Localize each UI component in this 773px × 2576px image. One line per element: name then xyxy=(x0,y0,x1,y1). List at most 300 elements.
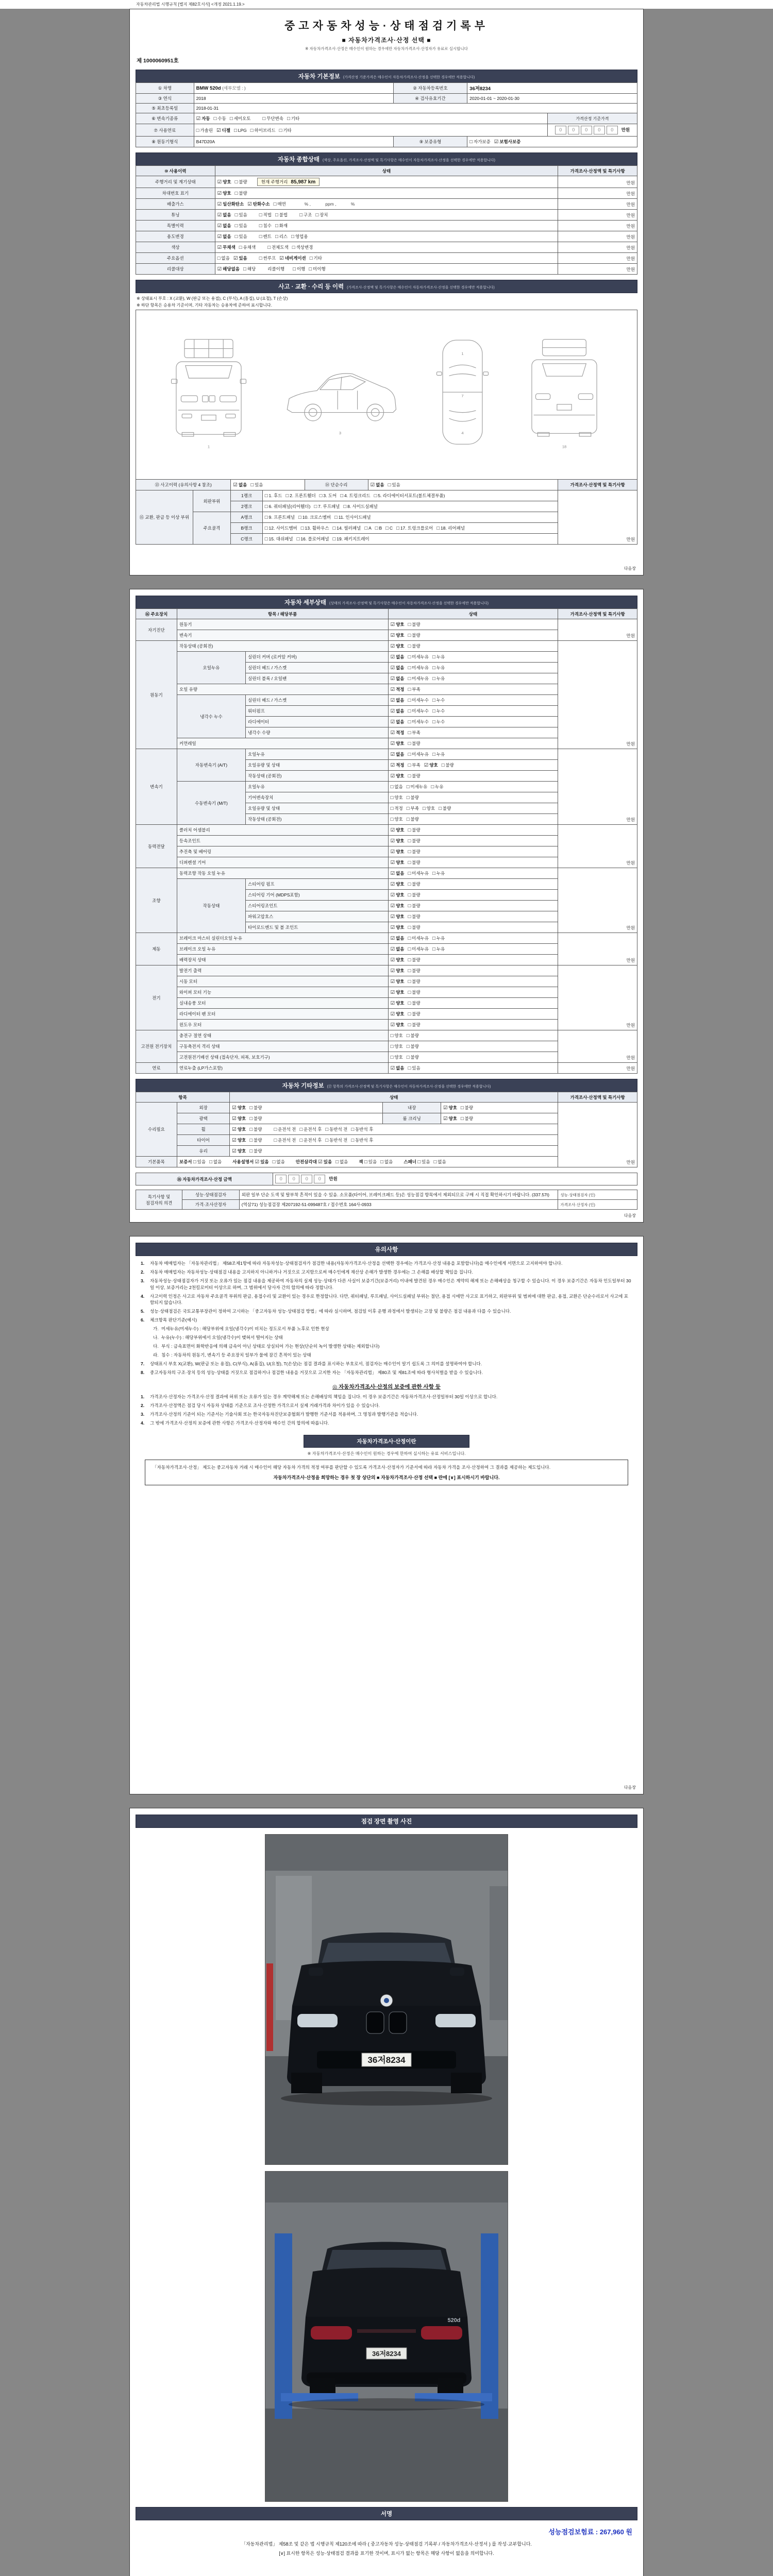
position-options xyxy=(274,1127,377,1132)
svg-text:18: 18 xyxy=(562,444,567,449)
item-label: 연료누출 (LP가스포함) xyxy=(177,1063,388,1074)
notice-item xyxy=(153,1343,632,1350)
checkbox-unchecked: □ 있음 xyxy=(250,482,263,488)
price-digit-box: 0 xyxy=(275,1175,287,1183)
odometer-box xyxy=(257,178,320,186)
etc-state-cell xyxy=(230,1113,383,1124)
checkbox-glyph: □ xyxy=(275,212,278,218)
odometer-label: 현재 주행거리 xyxy=(261,179,288,184)
notice-item xyxy=(141,1278,632,1291)
item-label: 기어변속장치 xyxy=(246,792,389,803)
checkbox-glyph: □ xyxy=(264,536,268,542)
warranty-text: 가격조사·산정자는 가격조사·산정 결과에 허위 또는 오류가 있는 경우 계약해제 또는 손해배상의 책임을 집니다. 이 경우 보증기간은 자동차가격조사·산정일부터 30일 이상으로 합니다. xyxy=(150,1394,498,1400)
checkbox-unchecked: □ 불량 xyxy=(408,622,421,628)
section-detail-condition xyxy=(136,596,637,609)
checkbox-checked: ☑ 양호 xyxy=(390,849,405,855)
price-cell: 만원 xyxy=(558,1063,637,1074)
checkbox-glyph: ☑ xyxy=(217,223,222,229)
checkbox-glyph: □ xyxy=(432,752,435,757)
overall-row xyxy=(136,176,637,188)
checkbox-glyph: ☑ xyxy=(318,1159,323,1165)
price-survey-info-note: ※ 자동차가격조사·산정은 매수인이 원하는 경우에 한하여 실시하는 유료 서비스입니다. xyxy=(307,1451,466,1456)
checkbox-glyph: □ xyxy=(390,817,394,822)
basic-item xyxy=(296,1159,352,1164)
checkbox-unchecked: □ 미세누유 xyxy=(408,946,429,952)
car-diagram-rear-view xyxy=(523,330,606,459)
item-label: 동력조향 작동 오일 누유 xyxy=(177,868,388,879)
checkbox-glyph: □ xyxy=(299,212,303,218)
checkbox-glyph: □ xyxy=(408,925,411,930)
checkbox-unchecked: □ 침수 xyxy=(259,223,272,229)
checkbox-checked: ☑ 없음 xyxy=(370,482,384,488)
checkbox-checked: ☑ 없음 xyxy=(390,654,405,660)
checkbox-glyph: □ xyxy=(234,191,238,196)
section-photos xyxy=(136,1815,637,1828)
checkbox-unchecked: □ 색상변경 xyxy=(292,245,313,250)
checkbox-glyph: □ xyxy=(460,1116,464,1122)
checkbox-glyph: □ xyxy=(408,990,411,995)
checkbox-glyph: □ xyxy=(259,223,262,229)
checkbox-glyph: □ xyxy=(217,256,221,261)
etc-header-price: 가격조사·산정액 및 특기사항 xyxy=(558,1092,637,1103)
state-cell xyxy=(388,792,558,803)
usage-item-label: 색상 xyxy=(136,242,215,253)
checkbox-unchecked: □ 해당 xyxy=(243,266,256,272)
checkbox-checked: ☑ 적정 xyxy=(390,730,405,736)
taillight-right xyxy=(421,2326,462,2340)
etc-row xyxy=(136,1103,637,1113)
state-cell xyxy=(388,727,558,738)
checkbox-unchecked: □ 불량 xyxy=(408,925,421,930)
checkbox-glyph: ☑ xyxy=(390,622,395,628)
state-cell xyxy=(388,803,558,814)
item-label: 구동축전지 격리 상태 xyxy=(177,1041,388,1052)
accident-price-header: 가격조사·산정액 및 특기사항 xyxy=(558,480,637,490)
checkbox-glyph: □ xyxy=(432,708,435,714)
item-label: 오일누유 xyxy=(246,749,389,760)
inspector-opinion-text: 외판 일부 단순 도색 및 탈부착 흔적이 있을 수 있음. 소모품(타이어, 브레이크패드 등)은 성능점검 항목에서 제외되므로 구매 시 직접 확인하시기 바랍니다. (337.57t) xyxy=(239,1190,558,1200)
basic-item-label: 안전삼각대 xyxy=(295,1159,318,1164)
checkbox-unchecked: □ 6. 쿼터패널(리어휀더) xyxy=(264,504,311,510)
checkbox-glyph: □ xyxy=(267,245,271,250)
model-badge: 520d xyxy=(447,2317,461,2324)
warranty-number: 4. xyxy=(141,1420,145,1426)
checkbox-glyph: ☑ xyxy=(390,698,395,703)
checkbox-unchecked: □ 매연 xyxy=(273,201,286,207)
price-cell: 만원 xyxy=(558,641,637,749)
rank-items xyxy=(262,534,558,545)
checkbox-glyph: □ xyxy=(433,1159,437,1165)
checkbox-checked: ☑ 디젤 xyxy=(216,127,231,133)
checkbox-unchecked: □ 적정 xyxy=(390,806,403,811)
checkbox-glyph: □ xyxy=(408,708,411,714)
checkbox-glyph: □ xyxy=(432,665,435,671)
checkbox-glyph: □ xyxy=(408,914,411,920)
checkbox-checked: ☑ 양호 xyxy=(390,838,405,844)
notice-item xyxy=(141,1361,632,1367)
state-cell xyxy=(388,987,558,998)
etc-state-cell xyxy=(230,1146,558,1157)
checkbox-glyph: ☑ xyxy=(390,676,395,682)
price-digit-box: 0 xyxy=(607,126,618,134)
checkbox-checked: ☑ 없음 xyxy=(390,752,405,757)
checkbox-checked: ☑ 양호 xyxy=(390,925,405,930)
checkbox-glyph: □ xyxy=(275,223,278,229)
usage-state-cell xyxy=(215,221,558,231)
checkbox-glyph: □ xyxy=(408,773,411,779)
checkbox-unchecked: □ 16. 플로어패널 xyxy=(296,536,329,542)
checkbox-unchecked: □ 누수 xyxy=(432,698,445,703)
checkbox-glyph: □ xyxy=(335,1159,339,1165)
price-cell: 만원 xyxy=(558,1030,637,1063)
checkbox-unchecked: □ 불량 xyxy=(408,979,421,985)
state-cell xyxy=(388,890,558,901)
checkbox-glyph: ☑ xyxy=(217,201,222,207)
notice-item xyxy=(141,1269,632,1276)
checkbox-unchecked: □ 미세누수 xyxy=(408,719,429,725)
notice-text: 자동차성능·상태점검자가 거짓 또는 오류가 있는 점검 내용을 제공하여 자동차의 실제 성능·상태가 다른 사실이 보증기간(보증거리) 이내에 발견된 경우 매수인은 계약의 해제 또는 손해배상을 청구할 수 있습니다. 이 경우 보증기간은 자동차 인도일부터 30일 이상, 보증거리는 2천킬로미터 이상으로 하며, 그 범위에서 당사자 간의 합의에 따라 정합니다. xyxy=(150,1278,631,1290)
state-cell xyxy=(388,630,558,641)
document-title: 중고자동차성능·상태점검기록부 xyxy=(284,20,489,32)
checkbox-unchecked: □ 가솔린 xyxy=(196,127,213,133)
usage-state-cell xyxy=(215,264,558,275)
checkbox-unchecked: □ 양호 xyxy=(422,806,435,811)
price-cell: 만원 xyxy=(558,176,637,188)
checkbox-unchecked: □ 미세누유 xyxy=(408,871,429,876)
state-cell xyxy=(388,922,558,933)
checkbox-glyph: □ xyxy=(408,1001,411,1006)
checkbox-glyph: ☑ xyxy=(217,191,222,196)
accident-summary-table xyxy=(136,479,637,490)
warranty-text: 가격조사·산정액은 점검 당시 자동차 상태를 기준으로 조사·산정한 가격으로서 실제 거래가격과 차이가 있을 수 있습니다. xyxy=(150,1403,380,1409)
checkbox-unchecked: □ 14. 필러패널 xyxy=(332,526,361,531)
device-group-label: 연료 xyxy=(136,1063,177,1074)
item-label: 실린더 헤드 / 가스켓 xyxy=(246,695,389,706)
checkbox-glyph: ☑ xyxy=(494,139,499,145)
final-price-label: ⑱ 자동차가격조사·산정 금액 xyxy=(136,1173,273,1185)
checkbox-glyph: □ xyxy=(408,687,411,692)
usage-item-label: 주요옵션 xyxy=(136,253,215,264)
checkbox-glyph: ☑ xyxy=(216,127,221,133)
checkbox-glyph: □ xyxy=(264,515,268,520)
checkbox-glyph: □ xyxy=(250,127,254,133)
checkbox-glyph: □ xyxy=(408,936,411,941)
checkbox-unchecked: □ 2. 프론트휀더 xyxy=(285,493,316,499)
section-accident-note: (가격조사·산정액 및 특기사항은 매수인이 자동차가격조사·산정을 선택한 경우에만 적용합니다) xyxy=(347,286,495,290)
checkbox-glyph: □ xyxy=(262,116,266,122)
rank-name: A랭크 xyxy=(231,512,262,523)
device-group-label: 고전원 전기장치 xyxy=(136,1030,177,1063)
usage-state-cell xyxy=(215,253,558,264)
checkbox-glyph: □ xyxy=(422,806,426,811)
car-diagram-side-view xyxy=(278,330,402,459)
checkbox-glyph: ☑ xyxy=(390,719,395,725)
checkbox-unchecked: □ 부족 xyxy=(408,687,421,692)
checkbox-unchecked: □ 누유 xyxy=(432,654,445,660)
checkbox-checked: ☑ 없음 xyxy=(390,708,405,714)
state-cell xyxy=(388,944,558,955)
taillight-left xyxy=(311,2326,352,2340)
rank-items xyxy=(262,501,558,512)
rank-name: C랭크 xyxy=(231,534,262,545)
checkbox-unchecked: □ 하이브리드 xyxy=(250,127,276,133)
checkbox-unchecked: □ 장치 xyxy=(315,212,328,218)
checkbox-checked: ☑ 양호 xyxy=(232,1138,246,1143)
item-label: 커먼레일 xyxy=(177,738,388,749)
checkbox-checked: ☑ 양호 xyxy=(390,882,405,887)
warranty-item xyxy=(141,1394,632,1400)
checkbox-checked: ☑ 없음 xyxy=(390,871,405,876)
state-cell xyxy=(388,1009,558,1020)
checkbox-glyph: □ xyxy=(296,536,300,542)
usage-state-cell xyxy=(215,242,558,253)
price-unit: 만원 xyxy=(329,1176,338,1181)
price-digit-box: 0 xyxy=(555,126,566,134)
checkbox-checked: ☑ 없음 xyxy=(217,234,231,240)
section-notices xyxy=(136,1243,637,1256)
checkbox-glyph: □ xyxy=(408,741,411,747)
checkbox-glyph: ☑ xyxy=(255,1159,260,1165)
document-number: 제 1000060951호 xyxy=(137,58,179,64)
etc-header-item: 항목 xyxy=(136,1092,230,1103)
price-cell: 만원 xyxy=(558,221,637,231)
checkbox-checked: ☑ 탄화수소 xyxy=(247,201,270,207)
first-registration-value: 2018-01-31 xyxy=(194,104,637,113)
checkbox-glyph: ☑ xyxy=(390,773,395,779)
page-3 xyxy=(129,1236,644,1794)
checkbox-glyph: □ xyxy=(272,1159,276,1165)
simple-repair-label: ⑭ 단순수리 xyxy=(305,480,368,490)
section-signature xyxy=(136,2507,637,2520)
next-page-label: 다음장 xyxy=(624,1785,636,1790)
checkbox-unchecked: □ 불법 xyxy=(275,212,288,218)
checkbox-unchecked: □ C xyxy=(385,526,393,531)
warranty-text: 그 밖에 가격조사·산정의 보증에 관한 사항은 가격조사·산정자와 매수인 간의 합의에 따릅니다. xyxy=(150,1420,329,1426)
sub-group-label: 수동변속기 (M/T) xyxy=(177,782,245,825)
state-subgroup xyxy=(259,212,291,217)
checkbox-unchecked: □ 불량 xyxy=(234,191,247,196)
checkbox-glyph: □ xyxy=(249,1148,253,1154)
checkbox-glyph: □ xyxy=(390,1055,394,1060)
checkbox-checked: ☑ 적정 xyxy=(390,762,405,768)
usage-item-label: 리콜대상 xyxy=(136,264,215,275)
checkbox-checked: ☑ 양호 xyxy=(390,990,405,995)
checkbox-unchecked: □ 1. 후드 xyxy=(264,493,282,499)
checkbox-glyph: ☑ xyxy=(370,482,375,488)
page-4 xyxy=(129,1808,644,2576)
checkbox-unchecked: □ 불량 xyxy=(439,806,451,811)
section-accident-title: 사고 · 교환 · 수리 등 이력 xyxy=(278,284,344,290)
checkbox-unchecked: □ 불량 xyxy=(408,1022,421,1028)
checkbox-glyph: □ xyxy=(439,806,442,811)
checkbox-glyph: □ xyxy=(299,1127,303,1132)
checkbox-glyph: □ xyxy=(264,526,268,531)
price-cell: 만원 xyxy=(558,749,637,825)
state-cell xyxy=(388,1052,558,1063)
checkbox-unchecked: □ 양호 xyxy=(390,795,403,801)
checkbox-checked: ☑ 양호 xyxy=(390,773,405,779)
checkbox-unchecked: □ 적법 xyxy=(259,212,272,218)
plate-value xyxy=(467,83,637,94)
checkbox-unchecked: □ 구조 xyxy=(299,212,312,218)
notice-number: 라. xyxy=(153,1352,159,1358)
state-cell xyxy=(388,836,558,846)
warranty-type-options xyxy=(467,137,637,147)
warranty-text: 가격조사·산정의 기준이 되는 기준서는 기술사회 또는 한국자동차진단보증협회가 발행한 기준서를 적용하며, 그 명칭과 발행기관을 적습니다. xyxy=(150,1412,418,1417)
checkbox-unchecked: □ 있음 xyxy=(408,1065,421,1071)
car-name: BMW 520d xyxy=(196,86,221,91)
checkbox-glyph: □ xyxy=(209,1159,212,1165)
basic-item xyxy=(232,1159,289,1164)
checkbox-glyph: □ xyxy=(408,827,411,833)
fuel-label: ⑦ 사용연료 xyxy=(136,124,194,137)
car-diagram-top-view xyxy=(430,330,495,459)
checkbox-glyph: □ xyxy=(432,936,435,941)
page-1 xyxy=(129,9,644,575)
checkbox-glyph: ☑ xyxy=(390,838,395,844)
checkbox-checked: ☑ 없음 xyxy=(390,936,405,941)
license-plate-front-text: 36저8234 xyxy=(367,2055,406,2065)
notice-item xyxy=(153,1326,632,1332)
checkbox-unchecked: □ 미세누유 xyxy=(408,665,429,671)
item-label: 파워고압호스 xyxy=(246,911,389,922)
repair-group-label: 수리필요 xyxy=(136,1103,177,1157)
checkbox-unchecked: □ 불량 xyxy=(406,817,419,822)
checkbox-unchecked: □ 누유 xyxy=(431,784,444,790)
notice-text: 침수 : 자동차의 원동기, 변속기 등 주요장치 일부가 물에 잠긴 흔적이 있는 상태 xyxy=(161,1352,311,1358)
form-reference-note xyxy=(0,0,773,9)
checkbox-unchecked: □ 누유 xyxy=(432,752,445,757)
warranty-number: 2. xyxy=(141,1403,145,1409)
panel-group-label: 주요골격 xyxy=(193,512,231,545)
checkbox-glyph: □ xyxy=(309,266,312,272)
item-label: 작동상태 (공회전) xyxy=(177,641,388,652)
checkbox-checked: ☑ 양호 xyxy=(390,1001,405,1006)
checkbox-glyph: ☑ xyxy=(390,643,395,649)
rank-items xyxy=(262,490,558,501)
checkbox-checked: ☑ 없음 xyxy=(217,223,231,229)
state-cell xyxy=(388,1063,558,1074)
checkbox-checked: ☑ 없음 xyxy=(390,665,405,671)
red-object xyxy=(266,1963,273,2051)
item-label: 오일 유량 xyxy=(177,684,388,695)
price-cell: 만원 xyxy=(558,490,637,545)
checkbox-glyph: □ xyxy=(432,871,435,876)
rank-items xyxy=(262,523,558,534)
checkbox-unchecked: □ 동반석 전 xyxy=(325,1138,348,1143)
next-page-label: 다음장 xyxy=(624,1213,636,1218)
opinion-title-line2: 점검자의 의견 xyxy=(145,1200,173,1206)
checkbox-glyph: ☑ xyxy=(390,903,395,909)
item-label: 고전원전기배선 상태 (접속단자, 피복, 보호기구) xyxy=(177,1052,388,1063)
checkbox-glyph: □ xyxy=(287,116,290,122)
exchange-panel-label: ⑮ 교환, 판금 등 이상 부위 xyxy=(136,490,193,545)
checkbox-glyph: ☑ xyxy=(390,860,395,866)
checkbox-glyph: □ xyxy=(264,504,268,510)
first-registration-label: ⑤ 최초등록일 xyxy=(136,104,194,113)
checkbox-unchecked: □ 누유 xyxy=(432,946,445,952)
checkbox-checked: ☑ 양호 xyxy=(390,903,405,909)
item-label: 시동 모터 xyxy=(177,976,388,987)
checkbox-glyph: □ xyxy=(273,201,277,207)
final-price-digits xyxy=(273,1173,637,1185)
checkbox-glyph: □ xyxy=(334,515,338,520)
notice-number: 1. xyxy=(141,1261,145,1266)
checkbox-glyph: ☑ xyxy=(390,871,395,876)
checkbox-glyph: □ xyxy=(408,654,411,660)
checkbox-glyph: ☑ xyxy=(390,752,395,757)
notice-number: 가. xyxy=(153,1326,159,1332)
checkbox-glyph: □ xyxy=(408,665,411,671)
checkbox-unchecked: □ 불량 xyxy=(406,1033,419,1039)
basic-items-cell xyxy=(177,1157,558,1167)
price-survey-info-box xyxy=(145,1460,628,1485)
checkbox-unchecked: □ 양호 xyxy=(390,1044,403,1049)
state-cell xyxy=(388,663,558,673)
checkbox-unchecked: □ 불량 xyxy=(408,957,421,963)
checkbox-glyph: □ xyxy=(340,493,344,499)
svg-text:1: 1 xyxy=(207,444,210,449)
checkbox-unchecked: □ 부족 xyxy=(408,730,421,736)
detail-header-item: 항목 / 해당부품 xyxy=(177,609,388,619)
item-label: 오일유량 및 상태 xyxy=(246,760,389,771)
checkbox-glyph: □ xyxy=(293,266,296,272)
state-cell xyxy=(388,901,558,911)
basic-item-label: 보증서 xyxy=(179,1159,193,1164)
checkbox-unchecked: □ 누유 xyxy=(432,665,445,671)
checkbox-glyph: □ xyxy=(385,526,389,531)
checkbox-checked: ☑ 양호 xyxy=(390,979,405,985)
inspector-role-label: 성능·상태점검자 xyxy=(182,1190,240,1200)
overall-row xyxy=(136,221,637,231)
detail-header-state: 상태 xyxy=(388,609,558,619)
appraiser-stamp: 가격조사·산정자 (인) xyxy=(560,1202,595,1207)
section-overall-note: (색상, 주요옵션, 가격조사·산정액 및 특기사항은 매수인이 자동차가격조사·산정을 선택한 경우에만 적용합니다) xyxy=(322,159,495,162)
item-label: 디퍼렌셜 기어 xyxy=(177,857,388,868)
checkbox-glyph: □ xyxy=(364,1159,367,1165)
item-label: 클러치 어셈블리 xyxy=(177,825,388,836)
price-cell: 만원 xyxy=(558,868,637,933)
checkbox-unchecked: □ 불량 xyxy=(249,1116,262,1122)
checkbox-checked: ☑ 양호 xyxy=(390,892,405,898)
state-subgroup xyxy=(259,223,291,228)
checkbox-glyph: □ xyxy=(408,1011,411,1017)
checkbox-checked: ☑ 양호 xyxy=(390,1011,405,1017)
base-price-digits xyxy=(547,124,637,137)
state-subgroup xyxy=(267,245,316,250)
checkbox-glyph: □ xyxy=(274,1127,277,1132)
page-2 xyxy=(129,589,644,1223)
checkbox-glyph: □ xyxy=(469,139,473,145)
checkbox-unchecked: □ 불량 xyxy=(249,1148,262,1154)
item-label: 스티어링 펌프 xyxy=(246,879,389,890)
warranty-list xyxy=(136,1394,637,1427)
detail-row xyxy=(136,641,637,652)
basic-items-label: 기본품목 xyxy=(136,1157,177,1167)
state-cell xyxy=(388,814,558,825)
checkbox-glyph: □ xyxy=(431,784,434,790)
checkbox-unchecked: □ 미세누유 xyxy=(408,936,429,941)
license-plate-rear-text: 36저8234 xyxy=(372,2350,401,2358)
checkbox-unchecked: □ 없음 xyxy=(433,1159,446,1165)
etc-item-label: 내장 xyxy=(383,1103,441,1113)
checkbox-glyph: □ xyxy=(234,223,238,229)
detail-row xyxy=(136,868,637,879)
device-group-label: 제동 xyxy=(136,933,177,965)
odometer-value: 85,987 km xyxy=(291,179,316,185)
notice-number: 나. xyxy=(153,1335,159,1341)
checkbox-checked: ☑ 있음 xyxy=(318,1159,332,1165)
